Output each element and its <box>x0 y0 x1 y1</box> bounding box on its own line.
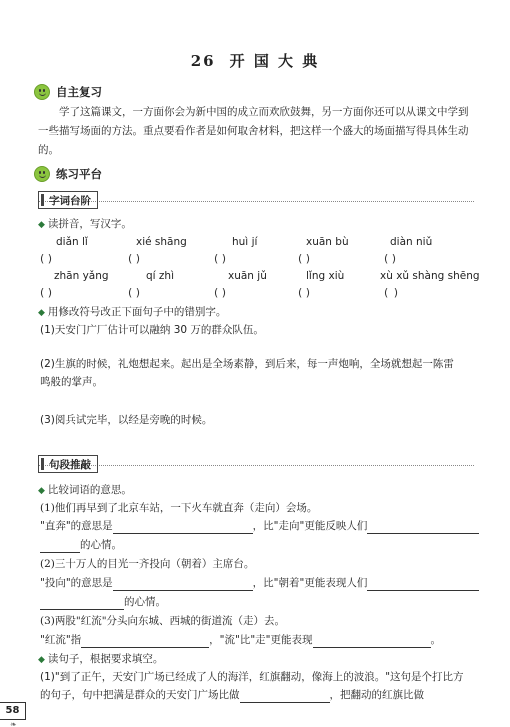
pinyin: xié shāng <box>136 236 187 248</box>
pinyin: xù xǔ shàng shēng <box>380 270 480 282</box>
diamond-icon: ◆ <box>38 308 45 318</box>
divider <box>38 201 474 202</box>
compare-1-answer-cont: 的心情。 <box>40 537 122 553</box>
answer-blank[interactable]: ( ) <box>40 286 53 299</box>
fill-blank[interactable] <box>40 598 124 610</box>
answer-blank[interactable]: ( ) <box>298 252 311 265</box>
leaf-icon: ❧ <box>10 720 17 727</box>
compare-2-answer-cont: 的心情。 <box>40 594 166 610</box>
question-3: ◆ 比较词语的意思。 <box>38 484 132 496</box>
read-1-line-2: 的句子，句中把满是群众的天安门广场比做 ，把翻动的红旗比做 <box>40 689 424 701</box>
pinyin: lǐng xiù <box>306 270 345 282</box>
fill-blank[interactable] <box>113 522 253 534</box>
compare-3-answer: "红流"指 ，"流"比"走"更能表现 。 <box>40 634 441 646</box>
answer-blank[interactable]: ( ) <box>214 286 227 299</box>
diamond-icon: ◆ <box>38 220 45 230</box>
diamond-icon: ◆ <box>38 486 45 496</box>
compare-1-answer: "直奔"的意思是 ，比"走向"更能反映人们 <box>40 518 479 534</box>
answer-blank[interactable]: ( ) <box>298 286 311 299</box>
pinyin: diàn niǔ <box>390 236 433 248</box>
answer-blank[interactable]: ( ) <box>40 252 53 265</box>
question-1: ◆ 读拼音，写汉字。 <box>38 218 132 230</box>
fill-blank[interactable] <box>40 541 80 553</box>
answer-blank[interactable]: ( ) <box>384 252 397 265</box>
sentence-2-line-1: (2)生旗的时候，礼炮想起来。起出是全场素静，到后来，每一声炮响，全场就想起一陈雷 <box>40 358 454 370</box>
diamond-icon: ◆ <box>38 655 45 665</box>
compare-1: (1)他们再早到了北京车站，一下火车就直奔（走向）会场。 <box>40 502 318 514</box>
fill-blank[interactable] <box>313 636 431 648</box>
answer-blank[interactable]: ( ) <box>128 252 141 265</box>
smiley-icon <box>34 166 50 182</box>
sentence-2-line-2: 鸣般的掌声。 <box>40 376 103 388</box>
lesson-name: 开 国 大 典 <box>229 52 320 70</box>
page-number: 58 <box>0 702 26 720</box>
section-review-header <box>34 84 102 100</box>
smiley-icon <box>34 84 50 100</box>
pinyin: diǎn lǐ <box>56 236 88 248</box>
read-1-line-1: (1)"到了正午，天安门广场已经成了人的海洋，红旗翻动，像海上的波浪。"这句是个打比方 <box>40 671 464 683</box>
section-practice-header <box>34 166 102 182</box>
answer-blank[interactable]: ( ) <box>214 252 227 265</box>
pinyin: xuān bù <box>306 236 349 248</box>
compare-2: (2)三十万人的目光一齐投向（朝着）主席台。 <box>40 558 255 570</box>
sentence-1: (1)天安门广厂估计可以融纳 30 万的群众队伍。 <box>40 324 264 336</box>
fill-blank[interactable] <box>367 579 479 591</box>
divider <box>38 465 474 466</box>
answer-blank[interactable]: ( ) <box>128 286 141 299</box>
fill-blank[interactable] <box>367 522 479 534</box>
review-paragraph: 学了这篇课文，一方面你会为新中国的成立而欢欣鼓舞，另一方面你还可以从课文中学到一些描写场面的方法。重点要看作者是如何取舍材料，把这样一个盛大的场面描写得具体生动的。 <box>38 106 469 156</box>
section-practice-label: 练习平台 <box>56 167 102 181</box>
question-4: ◆ 读句子，根据要求填空。 <box>38 653 164 665</box>
fill-blank[interactable] <box>113 579 253 591</box>
compare-3: (3)两股"红流"分头向东城、西城的街道流（走）去。 <box>40 615 286 627</box>
compare-2-answer: "投向"的意思是 ，比"朝着"更能表现人们 <box>40 575 479 591</box>
pinyin: huì jí <box>232 236 258 248</box>
question-2: ◆ 用修改符号改正下面句子中的错别字。 <box>38 306 227 318</box>
pinyin: qí zhì <box>146 270 175 282</box>
sentence-3: (3)阅兵试完毕，以经是旁晚的时候。 <box>40 414 213 426</box>
fill-blank[interactable] <box>240 691 330 703</box>
pinyin: xuān jǔ <box>228 270 267 282</box>
section-review-label: 自主复习 <box>56 85 102 99</box>
pinyin: zhān yǎng <box>54 270 109 282</box>
words-box-label: 字词台阶 <box>38 191 98 209</box>
answer-blank[interactable]: ( ) <box>384 286 400 299</box>
lesson-number: 26 <box>190 52 216 70</box>
sentence-box-label: 句段推敲 <box>38 455 98 473</box>
fill-blank[interactable] <box>81 636 209 648</box>
lesson-title <box>0 50 510 71</box>
